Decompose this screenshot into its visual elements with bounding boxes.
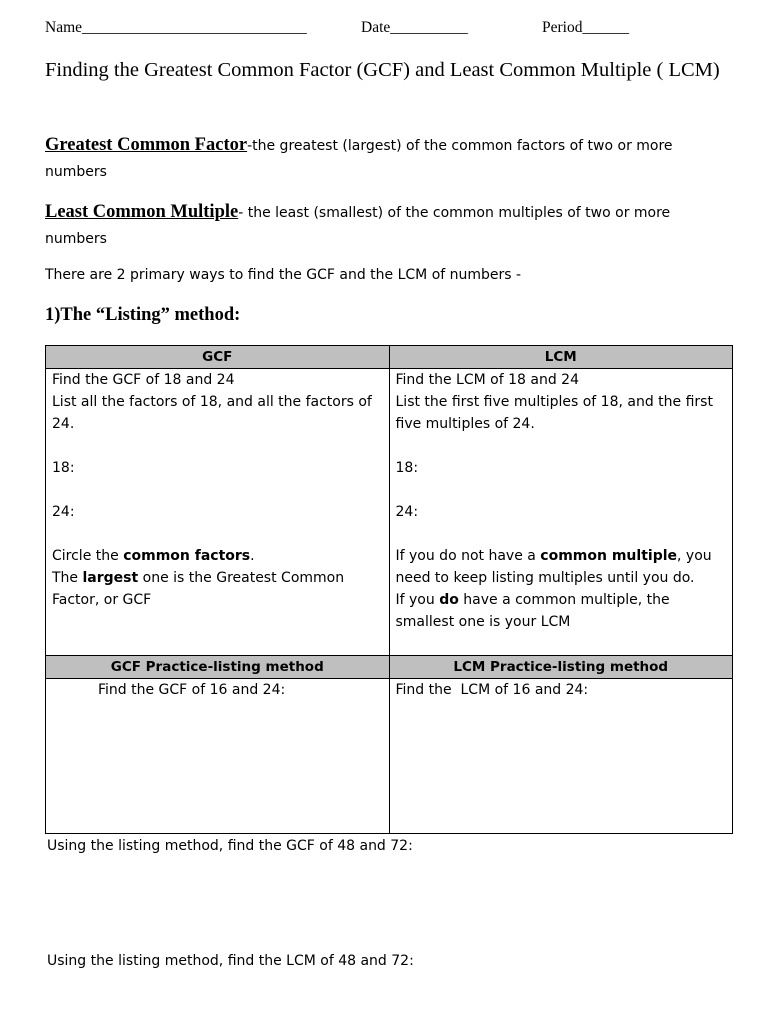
example-row — [46, 369, 733, 656]
gcf-practice-prompt: Find the GCF of 16 and 24: — [98, 682, 286, 698]
method-heading: 1)The “Listing” method: — [45, 305, 241, 325]
gcf-example-cell — [46, 369, 390, 656]
gcf-definition-text: -the greatest (largest) of the common factors of two or more numbers — [45, 138, 673, 180]
gcf-factors-18[interactable]: 18: — [52, 460, 75, 476]
gcf-example-line2: List all the factors of 18, and all the factors of 24. — [52, 394, 372, 432]
lcm-definition — [45, 199, 735, 252]
lcm-smallest-instruction: If you do have a common multiple, the smallest one is your LCM — [395, 592, 670, 630]
lcm-example-cell — [389, 369, 733, 656]
lcm-no-common-instruction: If you do not have a common multiple, you need to keep listing multiples until you do. — [395, 548, 712, 586]
gcf-example-line1: Find the GCF of 18 and 24 — [52, 372, 235, 388]
gcf-term: Greatest Common Factor — [45, 135, 248, 155]
lcm-practice-prompt: Find the LCM of 16 and 24: — [395, 682, 589, 698]
gcf-largest-instruction: The largest one is the Greatest Common Factor, or GCF — [52, 570, 345, 608]
gcf-circle-instruction: Circle the common factors. — [52, 548, 255, 564]
lcm-example-line1: Find the LCM of 18 and 24 — [395, 372, 579, 388]
practice-header-row — [46, 656, 733, 679]
gcf-factors-24[interactable]: 24: — [52, 504, 75, 520]
name-field[interactable]: Name_____________________________ — [45, 19, 307, 36]
lcm-practice-cell[interactable] — [389, 679, 733, 834]
lcm-multiples-24[interactable]: 24: — [395, 504, 419, 520]
lcm-term: Least Common Multiple — [45, 202, 239, 222]
practice-row — [46, 679, 733, 834]
date-field[interactable]: Date__________ — [361, 19, 468, 36]
lcm-example-line2: List the first five multiples of 18, and the first five multiples of 24. — [395, 394, 713, 432]
listing-method-table — [45, 345, 733, 834]
lcm-practice-header: LCM Practice-listing method — [389, 656, 733, 679]
student-info-header — [45, 19, 728, 37]
gcf-column-header: GCF — [46, 346, 390, 369]
lcm-column-header: LCM — [389, 346, 733, 369]
worksheet-title: Finding the Greatest Common Factor (GCF) and Least Common Multiple ( LCM) — [45, 59, 720, 81]
lcm-definition-text: - the least (smallest) of the common multiples of two or more numbers — [45, 205, 671, 247]
lcm-multiples-18[interactable]: 18: — [395, 460, 419, 476]
table-header-row — [46, 346, 733, 369]
question-lcm-48-72: Using the listing method, find the LCM of 48 and 72: — [47, 953, 414, 969]
gcf-practice-header: GCF Practice-listing method — [46, 656, 390, 679]
question-gcf-48-72: Using the listing method, find the GCF of 48 and 72: — [47, 838, 413, 854]
gcf-definition — [45, 132, 735, 185]
period-field[interactable]: Period______ — [542, 19, 629, 36]
gcf-practice-cell[interactable] — [46, 679, 390, 834]
intro-text: There are 2 primary ways to find the GCF and the LCM of numbers - — [45, 267, 522, 283]
